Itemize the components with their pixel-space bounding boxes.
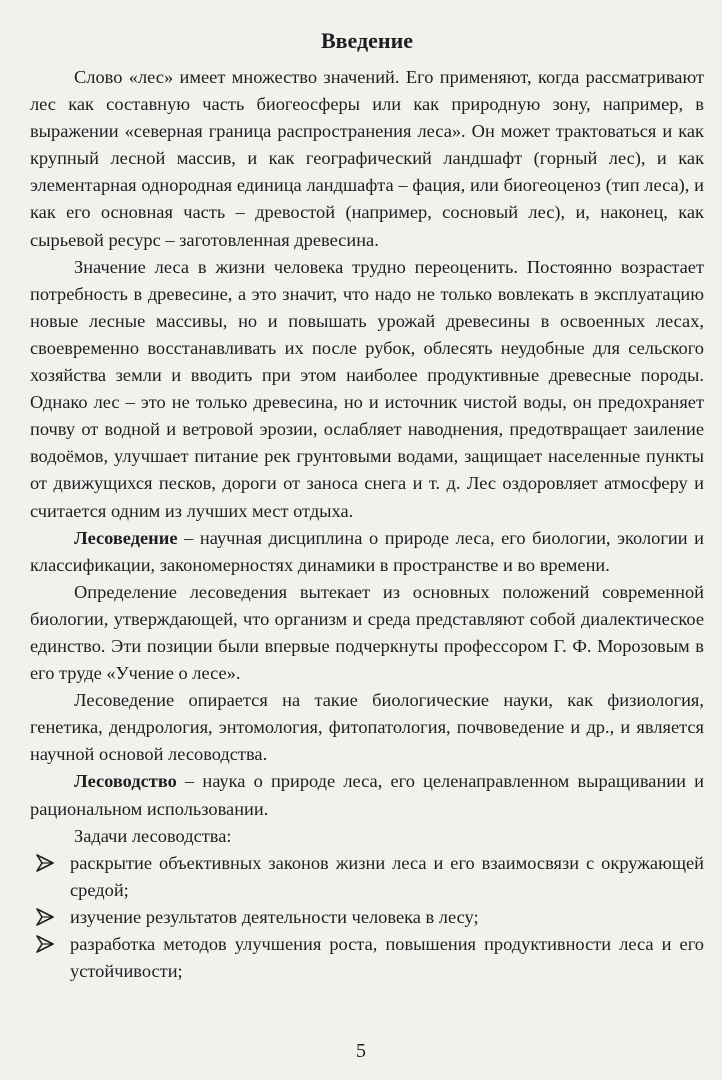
paragraph-2 <box>30 254 704 525</box>
paragraph-text: Слово «лес» имеет множество значений. Его применяют, когда рассматривают лес как составную часть биогеосферы или как природную зону, например, в выражении «северная граница распространения леса». Он может трактоваться и как крупный лесной массив, и как географический ландшафт (горный лес), и как элементарная однородная единица ландшафта – фация, или биогеоценоз (тип леса), и как его основная часть – древостой (например, сосновый лес), и, наконец, как сырьевой ресурс – заготовленная древесина. <box>30 67 704 250</box>
paragraph-6 <box>30 768 704 822</box>
paragraph-4 <box>30 579 704 687</box>
arrow-bullet-icon <box>36 933 54 955</box>
tasks-list <box>30 850 704 985</box>
paragraph-text: – наука о природе леса, его целенаправленном выращивании и рациональном использовании. <box>30 771 704 819</box>
arrow-bullet-icon <box>36 852 54 874</box>
paragraph-text: – научная дисциплина о природе леса, его биологии, экологии и классификации, закономерностях динамики в пространстве и во времени. <box>30 527 704 575</box>
page-title: Введение <box>320 28 414 53</box>
list-item <box>30 850 704 904</box>
list-item-text: разработка методов улучшения роста, повышения продуктивности леса и его устойчивости; <box>70 934 704 982</box>
paragraph-text: Лесоведение опирается на такие биологические науки, как физиология, генетика, дендрология, энтомология, фитопатология, почвоведение и др., и является научной основой лесоводства. <box>30 690 704 765</box>
paragraph-1 <box>30 64 704 254</box>
list-item-text: изучение результатов деятельности человека в лесу; <box>70 906 479 927</box>
list-item <box>30 931 704 985</box>
term-lesovodstvo: Лесоводство <box>74 771 177 792</box>
arrow-bullet-icon <box>36 906 54 928</box>
paragraph-5 <box>30 687 704 768</box>
paragraph-text: Задачи лесоводства: <box>74 825 232 846</box>
paragraph-3 <box>30 525 704 579</box>
paragraph-text: Значение леса в жизни человека трудно переоценить. Постоянно возрастает потребность в древесине, а это значит, что надо не только вовлекать в эксплуатацию новые лесные массивы, но и повышать урожай древесины в освоенных лесах, своевременно восстанавливать их после рубок, облесять неудобные для сельского хозяйства земли и вводить при этом наиболее продуктивные древесные породы. Однако лес – это не только древесина, но и источник чистой воды, он предохраняет почву от водной и ветровой эрозии, ослабляет наводнения, предотвращает заиление водоёмов, улучшает питание рек грунтовыми водами, защищает населенные пункты от движущихся песков, дороги от заноса снега и т. д. Лес оздоровляет атмосферу и считается одним из лучших мест отдыха. <box>30 256 704 521</box>
page-number: 5 <box>356 1040 366 1062</box>
list-item-text: раскрытие объективных законов жизни леса и его взаимосвязи с окружающей средой; <box>70 852 704 900</box>
tasks-heading <box>30 823 704 850</box>
paragraph-text: Определение лесоведения вытекает из основных положений современной биологии, утверждающей, что организм и среда представляют собой диалектическое единство. Эти позиции были впервые подчеркнуты профессором Г. Ф. Морозовым в его труде «Учение о лесе». <box>30 581 704 684</box>
term-lesovedenie: Лесоведение <box>74 527 178 548</box>
list-item <box>30 904 704 931</box>
